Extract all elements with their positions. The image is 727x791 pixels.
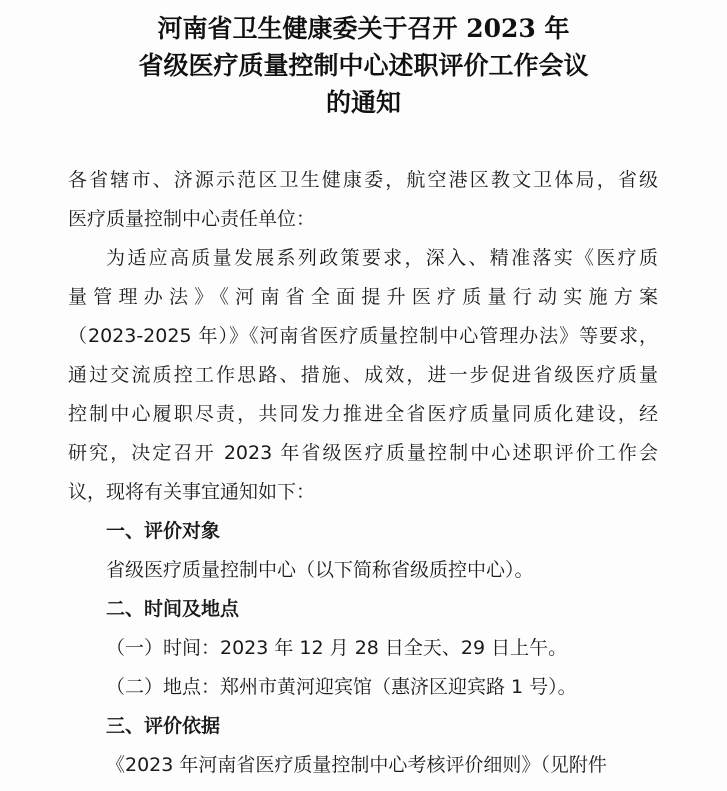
- section1-heading: 一、评价对象: [106, 520, 221, 542]
- intro-line-2: 量管理办法》《河南省全面提升医疗质量行动实施方案: [68, 286, 658, 308]
- section2-heading: 二、时间及地点: [106, 598, 240, 620]
- title-line-2: 省级医疗质量控制中心述职评价工作会议: [138, 51, 589, 80]
- section2-time: （一）时间：2023 年 12 月 28 日全天、29 日上午。: [106, 637, 568, 659]
- intro-line-1: 为适应高质量发展系列政策要求，深入、精准落实《医疗质: [106, 247, 658, 269]
- section1-text: 省级医疗质量控制中心（以下简称省级质控中心）。: [106, 559, 534, 581]
- intro-line-3: （2023-2025 年）》《河南省医疗质量控制中心管理办法》等要求，: [68, 325, 658, 347]
- document-title: [0, 10, 727, 121]
- section3-heading: 三、评价依据: [106, 715, 221, 737]
- title-line-1: 河南省卫生健康委关于召开 2023 年: [157, 14, 570, 43]
- addressee-line-2: 医疗质量控制中心责任单位：: [68, 208, 316, 230]
- intro-line-7: 议，现将有关事宜通知如下：: [68, 481, 316, 503]
- title-line-3: 的通知: [325, 88, 401, 117]
- intro-line-6: 研究，决定召开 2023 年省级医疗质量控制中心述职评价工作会: [68, 442, 658, 464]
- intro-line-5: 控制中心履职尽责，共同发力推进全省医疗质量同质化建设，经: [68, 403, 658, 425]
- section2-place: （二）地点：郑州市黄河迎宾馆（惠济区迎宾路 1 号）。: [106, 676, 577, 698]
- section3-text: 《2023 年河南省医疗质量控制中心考核评价细则》（见附件: [106, 754, 607, 776]
- addressee-line-1: 各省辖市、济源示范区卫生健康委，航空港区教文卫体局，省级: [68, 169, 658, 191]
- intro-line-4: 通过交流质控工作思路、措施、成效，进一步促进省级医疗质量: [68, 364, 658, 386]
- document-body: [68, 161, 658, 785]
